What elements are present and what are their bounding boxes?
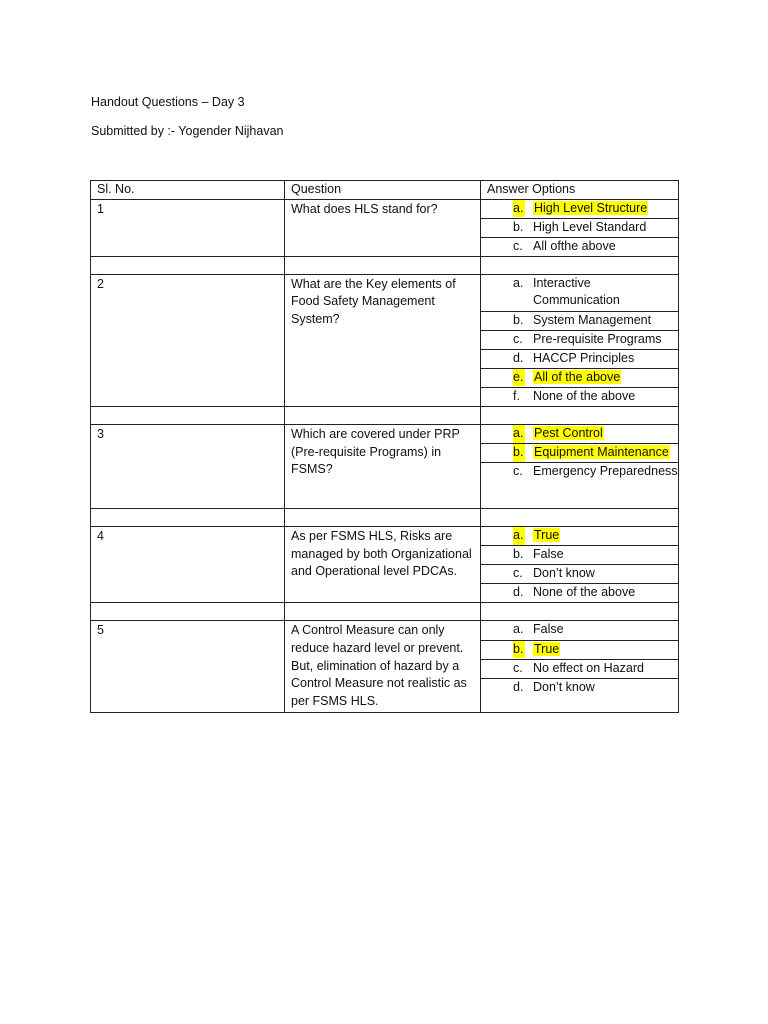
option-letter: c.	[513, 464, 523, 479]
option-text: Don’t know	[533, 566, 595, 581]
option-letter: a.	[513, 622, 524, 637]
option-text: HACCP Principles	[533, 350, 635, 365]
spacer-row	[91, 256, 679, 274]
option-text: No effect on Hazard	[533, 660, 644, 675]
empty-cell	[481, 256, 679, 274]
answer-option	[481, 425, 678, 444]
answer-options-cell	[481, 425, 679, 509]
answer-option	[481, 621, 678, 640]
highlighted-option-text: True	[534, 641, 560, 656]
table-body	[91, 199, 679, 713]
answer-option	[481, 444, 678, 463]
answer-option	[481, 350, 678, 369]
answer-option	[481, 527, 678, 546]
questions-table	[90, 180, 679, 713]
table-row	[91, 621, 679, 713]
question-text: As per FSMS HLS, Risks are managed by both Organizational and Operational level PDCAs.	[285, 527, 481, 603]
answer-option	[481, 200, 678, 219]
option-letter: b.	[513, 547, 524, 562]
highlighted-option-text: True	[534, 528, 560, 543]
option-letter: c.	[513, 331, 523, 346]
question-text: A Control Measure can only reduce hazard level or prevent. But, elimination of hazard by a Control Measure not realistic as per FSMS HLS.	[285, 621, 481, 713]
answer-option	[481, 275, 678, 312]
option-text: False	[533, 547, 564, 562]
answer-option	[481, 546, 678, 565]
option-text: Interactive Communication	[533, 275, 620, 308]
table-row	[91, 274, 679, 406]
option-letter: c.	[513, 566, 523, 581]
empty-cell	[481, 407, 679, 425]
option-letter: a.	[513, 527, 525, 545]
option-letter: d.	[513, 679, 524, 694]
option-text: Emergency Preparedness	[533, 464, 678, 479]
answer-option	[481, 565, 678, 584]
answer-option	[481, 238, 678, 256]
answer-option	[481, 679, 678, 697]
document-title: Handout Questions – Day 3	[91, 95, 245, 109]
row-number: 1	[91, 199, 285, 256]
answer-option	[481, 641, 678, 660]
empty-cell	[91, 509, 285, 527]
empty-cell	[285, 603, 481, 621]
table-row	[91, 425, 679, 509]
highlighted-option-text: All of the above	[534, 369, 621, 384]
row-number: 5	[91, 621, 285, 713]
empty-cell	[285, 407, 481, 425]
option-letter: b.	[513, 444, 525, 462]
table-header-row	[91, 181, 679, 200]
empty-cell	[285, 256, 481, 274]
option-letter: b.	[513, 312, 524, 327]
empty-cell	[91, 407, 285, 425]
option-letter: d.	[513, 585, 524, 600]
submitted-by-line: Submitted by :- Yogender Nijhavan	[91, 124, 284, 138]
option-text: None of the above	[533, 585, 636, 600]
answer-option	[481, 660, 678, 679]
spacer-row	[91, 509, 679, 527]
option-letter: a.	[513, 425, 525, 443]
option-letter: b.	[513, 219, 524, 234]
question-text: What does HLS stand for?	[285, 199, 481, 256]
option-text: None of the above	[533, 388, 636, 403]
question-text: Which are covered under PRP (Pre-requisite Programs) in FSMS?	[285, 425, 481, 509]
answer-option	[481, 312, 678, 331]
table-row	[91, 527, 679, 603]
highlighted-option-text: Equipment Maintenance	[534, 445, 669, 460]
empty-cell	[481, 603, 679, 621]
table-row	[91, 199, 679, 256]
answer-option	[481, 331, 678, 350]
option-text: False	[533, 622, 564, 637]
option-letter: d.	[513, 350, 524, 365]
option-text: Pre-requisite Programs	[533, 331, 662, 346]
row-number: 3	[91, 425, 285, 509]
highlighted-option-text: High Level Structure	[534, 200, 648, 215]
option-letter: f.	[513, 388, 520, 403]
header-answer-options: Answer Options	[481, 181, 679, 200]
question-text: What are the Key elements of Food Safety Management System?	[285, 274, 481, 406]
answer-option	[481, 463, 678, 481]
option-letter: c.	[513, 660, 523, 675]
row-number: 2	[91, 274, 285, 406]
option-letter: e.	[513, 369, 525, 387]
empty-cell	[285, 509, 481, 527]
row-number: 4	[91, 527, 285, 603]
answer-option	[481, 388, 678, 406]
option-text: Don’t know	[533, 679, 595, 694]
header-sl-no: Sl. No.	[91, 181, 285, 200]
empty-cell	[91, 256, 285, 274]
option-text: High Level Standard	[533, 219, 647, 234]
answer-options-cell	[481, 621, 679, 713]
option-text: All ofthe above	[533, 238, 616, 253]
option-letter: a.	[513, 275, 524, 290]
highlighted-option-text: Pest Control	[534, 426, 603, 441]
option-letter: c.	[513, 238, 523, 253]
empty-cell	[91, 603, 285, 621]
option-text: System Management	[533, 312, 652, 327]
empty-cell	[481, 509, 679, 527]
answer-options-cell	[481, 199, 679, 256]
option-letter: a.	[513, 200, 525, 218]
answer-option	[481, 369, 678, 388]
answer-options-cell	[481, 274, 679, 406]
answer-option	[481, 219, 678, 238]
spacer-row	[91, 603, 679, 621]
header-question: Question	[285, 181, 481, 200]
option-letter: b.	[513, 641, 525, 659]
spacer-row	[91, 407, 679, 425]
answer-option	[481, 584, 678, 602]
answer-options-cell	[481, 527, 679, 603]
